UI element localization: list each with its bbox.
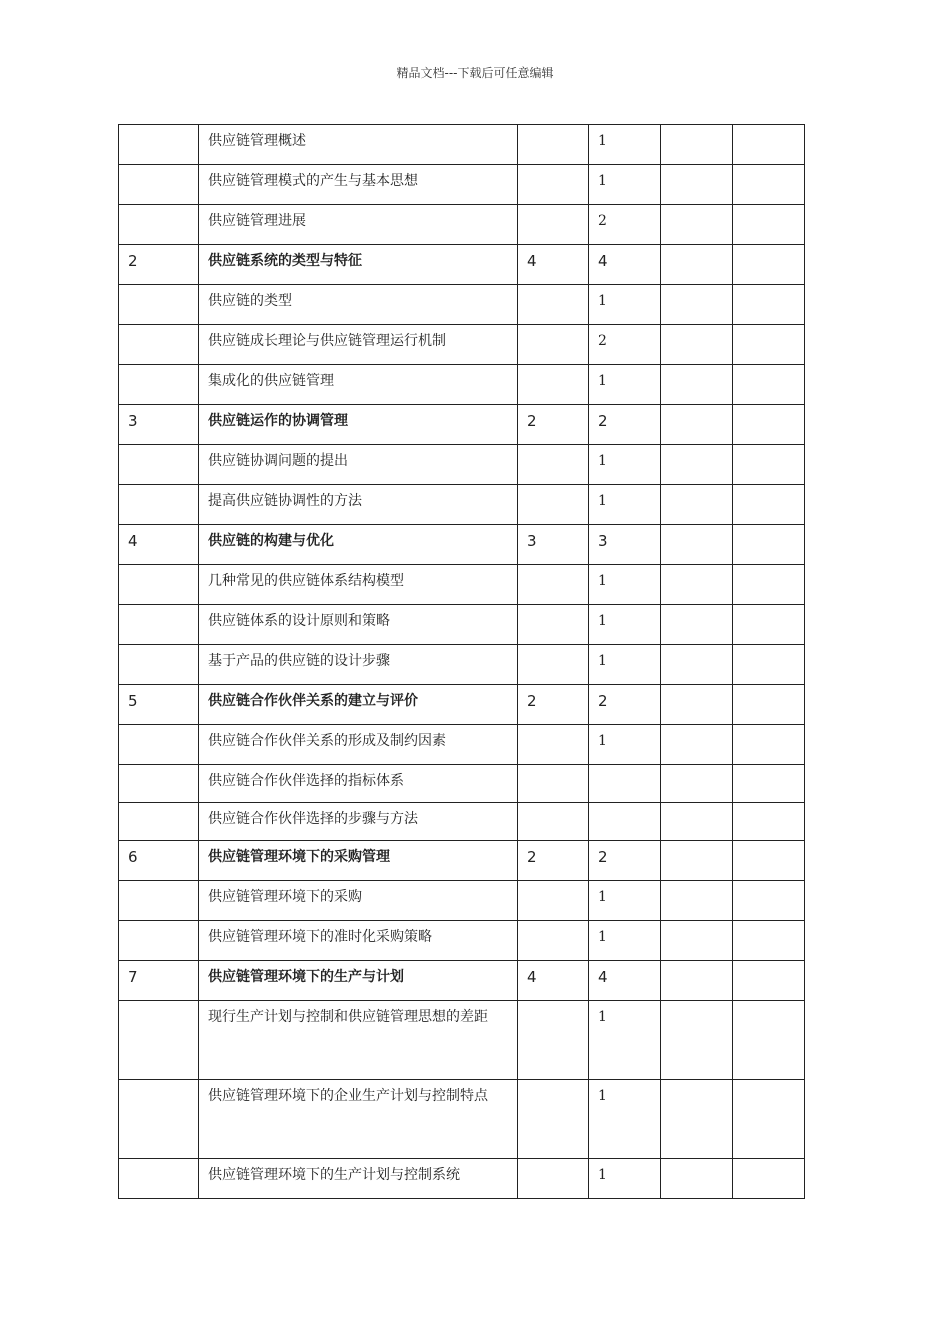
- page-header: 精品文档---下载后可任意编辑: [396, 66, 554, 80]
- topic-title-cell: [199, 1080, 518, 1159]
- topic-title-cell: 供应链管理环境下的生产计划与控制系统: [199, 1159, 518, 1199]
- lecture-hours-cell: 1: [589, 1159, 661, 1199]
- extra-hours-cell: [733, 405, 805, 445]
- topic-row: [119, 365, 805, 405]
- chapter-number-cell: 6: [119, 841, 199, 881]
- chapter-number-cell: [119, 1159, 199, 1199]
- total-hours-cell: 2: [518, 405, 589, 445]
- extra-hours-cell: [661, 285, 733, 325]
- extra-hours-cell: [733, 525, 805, 565]
- chapter-number-cell: 4: [119, 525, 199, 565]
- topic-title-cell: 提高供应链协调性的方法: [199, 485, 518, 525]
- extra-hours-cell: [733, 803, 805, 841]
- topic-row: [119, 485, 805, 525]
- total-hours-cell: [518, 1001, 589, 1080]
- lecture-hours-cell: 2: [589, 205, 661, 245]
- total-hours-cell: [518, 921, 589, 961]
- extra-hours-cell: [733, 961, 805, 1001]
- topic-title-cell: [199, 1001, 518, 1080]
- chapter-number-cell: [119, 565, 199, 605]
- extra-hours-cell: [661, 485, 733, 525]
- extra-hours-cell: [733, 841, 805, 881]
- chapter-number-cell: [119, 881, 199, 921]
- extra-hours-cell: [733, 645, 805, 685]
- total-hours-cell: 3: [518, 525, 589, 565]
- lecture-hours-cell: 1: [589, 125, 661, 165]
- extra-hours-cell: [661, 565, 733, 605]
- topic-title-text: 供应链管理环境下的企业生产计划与控制特点: [208, 1088, 488, 1104]
- topic-row: [119, 645, 805, 685]
- extra-hours-cell: [733, 445, 805, 485]
- total-hours-cell: [518, 725, 589, 765]
- extra-hours-cell: [733, 921, 805, 961]
- chapter-number-cell: [119, 645, 199, 685]
- total-hours-cell: 2: [518, 841, 589, 881]
- topic-title-cell: 供应链管理环境下的采购: [199, 881, 518, 921]
- extra-hours-cell: [733, 205, 805, 245]
- total-hours-cell: 4: [518, 961, 589, 1001]
- total-hours-cell: [518, 485, 589, 525]
- chapter-number-cell: [119, 125, 199, 165]
- extra-hours-cell: [733, 605, 805, 645]
- lecture-hours-cell: 1: [589, 881, 661, 921]
- lecture-hours-cell: 1: [589, 485, 661, 525]
- extra-hours-cell: [733, 565, 805, 605]
- topic-row: [119, 325, 805, 365]
- chapter-number-cell: [119, 285, 199, 325]
- total-hours-cell: 4: [518, 245, 589, 285]
- extra-hours-cell: [733, 245, 805, 285]
- extra-hours-cell: [733, 165, 805, 205]
- total-hours-cell: [518, 1159, 589, 1199]
- extra-hours-cell: [661, 961, 733, 1001]
- chapter-row: [119, 245, 805, 285]
- extra-hours-cell: [733, 325, 805, 365]
- chapter-number-cell: [119, 921, 199, 961]
- topic-row: [119, 445, 805, 485]
- topic-row: [119, 605, 805, 645]
- course-schedule-table: [118, 124, 805, 1199]
- extra-hours-cell: [733, 485, 805, 525]
- topic-row: [119, 1080, 805, 1159]
- total-hours-cell: [518, 1080, 589, 1159]
- topic-title-cell: 供应链管理环境下的生产与计划: [199, 961, 518, 1001]
- topic-title-cell: 供应链运作的协调管理: [199, 405, 518, 445]
- chapter-number-cell: [119, 365, 199, 405]
- total-hours-cell: [518, 765, 589, 803]
- chapter-number-cell: [119, 765, 199, 803]
- lecture-hours-cell: [589, 803, 661, 841]
- topic-row: [119, 765, 805, 803]
- total-hours-cell: [518, 165, 589, 205]
- chapter-row: [119, 961, 805, 1001]
- extra-hours-cell: [661, 405, 733, 445]
- chapter-number-cell: [119, 165, 199, 205]
- extra-hours-cell: [661, 765, 733, 803]
- topic-title-cell: 供应链管理概述: [199, 125, 518, 165]
- total-hours-cell: [518, 325, 589, 365]
- topic-title-text: 现行生产计划与控制和供应链管理思想的差距: [208, 1009, 488, 1025]
- topic-title-cell: 供应链管理环境下的采购管理: [199, 841, 518, 881]
- chapter-number-cell: [119, 1080, 199, 1159]
- topic-row: [119, 881, 805, 921]
- chapter-number-cell: [119, 803, 199, 841]
- total-hours-cell: [518, 645, 589, 685]
- lecture-hours-cell: 3: [589, 525, 661, 565]
- chapter-row: [119, 685, 805, 725]
- topic-title-cell: 供应链合作伙伴关系的建立与评价: [199, 685, 518, 725]
- lecture-hours-cell: 1: [589, 165, 661, 205]
- extra-hours-cell: [661, 125, 733, 165]
- total-hours-cell: [518, 285, 589, 325]
- lecture-hours-cell: 1: [589, 285, 661, 325]
- chapter-row: [119, 405, 805, 445]
- topic-title-cell: 供应链合作伙伴关系的形成及制约因素: [199, 725, 518, 765]
- topic-title-cell: 供应链管理环境下的准时化采购策略: [199, 921, 518, 961]
- chapter-number-cell: 7: [119, 961, 199, 1001]
- chapter-number-cell: [119, 485, 199, 525]
- extra-hours-cell: [661, 645, 733, 685]
- chapter-number-cell: [119, 325, 199, 365]
- topic-row: [119, 1001, 805, 1080]
- chapter-row: [119, 841, 805, 881]
- topic-title-cell: 供应链系统的类型与特征: [199, 245, 518, 285]
- extra-hours-cell: [733, 125, 805, 165]
- topic-row: [119, 1159, 805, 1199]
- lecture-hours-cell: 4: [589, 245, 661, 285]
- lecture-hours-cell: 1: [589, 565, 661, 605]
- extra-hours-cell: [733, 881, 805, 921]
- lecture-hours-cell: 2: [589, 325, 661, 365]
- topic-title-cell: 供应链合作伙伴选择的指标体系: [199, 765, 518, 803]
- topic-title-cell: 基于产品的供应链的设计步骤: [199, 645, 518, 685]
- topic-title-cell: 供应链成长理论与供应链管理运行机制: [199, 325, 518, 365]
- extra-hours-cell: [661, 841, 733, 881]
- topic-row: [119, 725, 805, 765]
- lecture-hours-cell: 4: [589, 961, 661, 1001]
- lecture-hours-cell: [589, 765, 661, 803]
- chapter-number-cell: [119, 205, 199, 245]
- lecture-hours-cell: 1: [589, 725, 661, 765]
- extra-hours-cell: [733, 1159, 805, 1199]
- extra-hours-cell: [661, 165, 733, 205]
- extra-hours-cell: [661, 365, 733, 405]
- lecture-hours-cell: 1: [589, 445, 661, 485]
- lecture-hours-cell: 1: [589, 1001, 661, 1080]
- topic-title-cell: 供应链的构建与优化: [199, 525, 518, 565]
- extra-hours-cell: [661, 525, 733, 565]
- extra-hours-cell: [733, 685, 805, 725]
- chapter-number-cell: 3: [119, 405, 199, 445]
- topic-title-cell: 供应链协调问题的提出: [199, 445, 518, 485]
- topic-row: [119, 803, 805, 841]
- chapter-number-cell: [119, 725, 199, 765]
- chapter-number-cell: 2: [119, 245, 199, 285]
- lecture-hours-cell: 1: [589, 1080, 661, 1159]
- extra-hours-cell: [661, 1159, 733, 1199]
- topic-title-cell: 供应链管理进展: [199, 205, 518, 245]
- total-hours-cell: [518, 565, 589, 605]
- total-hours-cell: [518, 205, 589, 245]
- total-hours-cell: [518, 803, 589, 841]
- extra-hours-cell: [661, 245, 733, 285]
- total-hours-cell: [518, 445, 589, 485]
- extra-hours-cell: [661, 1080, 733, 1159]
- lecture-hours-cell: 1: [589, 921, 661, 961]
- chapter-number-cell: [119, 605, 199, 645]
- extra-hours-cell: [733, 1080, 805, 1159]
- total-hours-cell: [518, 365, 589, 405]
- extra-hours-cell: [661, 445, 733, 485]
- extra-hours-cell: [661, 921, 733, 961]
- topic-title-cell: 供应链的类型: [199, 285, 518, 325]
- extra-hours-cell: [661, 205, 733, 245]
- total-hours-cell: 2: [518, 685, 589, 725]
- topic-row: [119, 921, 805, 961]
- extra-hours-cell: [733, 725, 805, 765]
- chapter-number-cell: [119, 445, 199, 485]
- extra-hours-cell: [661, 1001, 733, 1080]
- extra-hours-cell: [733, 365, 805, 405]
- extra-hours-cell: [733, 765, 805, 803]
- extra-hours-cell: [661, 325, 733, 365]
- lecture-hours-cell: 2: [589, 685, 661, 725]
- extra-hours-cell: [661, 881, 733, 921]
- extra-hours-cell: [661, 725, 733, 765]
- extra-hours-cell: [661, 803, 733, 841]
- total-hours-cell: [518, 605, 589, 645]
- chapter-number-cell: 5: [119, 685, 199, 725]
- lecture-hours-cell: 2: [589, 405, 661, 445]
- topic-title-cell: 供应链体系的设计原则和策略: [199, 605, 518, 645]
- chapter-number-cell: [119, 1001, 199, 1080]
- total-hours-cell: [518, 125, 589, 165]
- topic-title-cell: 几种常见的供应链体系结构模型: [199, 565, 518, 605]
- lecture-hours-cell: 1: [589, 645, 661, 685]
- topic-row: [119, 565, 805, 605]
- extra-hours-cell: [733, 1001, 805, 1080]
- extra-hours-cell: [661, 685, 733, 725]
- extra-hours-cell: [661, 605, 733, 645]
- topic-row: [119, 165, 805, 205]
- total-hours-cell: [518, 881, 589, 921]
- chapter-row: [119, 525, 805, 565]
- extra-hours-cell: [733, 285, 805, 325]
- topic-row: [119, 125, 805, 165]
- lecture-hours-cell: 1: [589, 605, 661, 645]
- lecture-hours-cell: 1: [589, 365, 661, 405]
- topic-row: [119, 285, 805, 325]
- lecture-hours-cell: 2: [589, 841, 661, 881]
- topic-title-cell: 供应链管理模式的产生与基本思想: [199, 165, 518, 205]
- topic-title-cell: 集成化的供应链管理: [199, 365, 518, 405]
- topic-row: [119, 205, 805, 245]
- topic-title-cell: 供应链合作伙伴选择的步骤与方法: [199, 803, 518, 841]
